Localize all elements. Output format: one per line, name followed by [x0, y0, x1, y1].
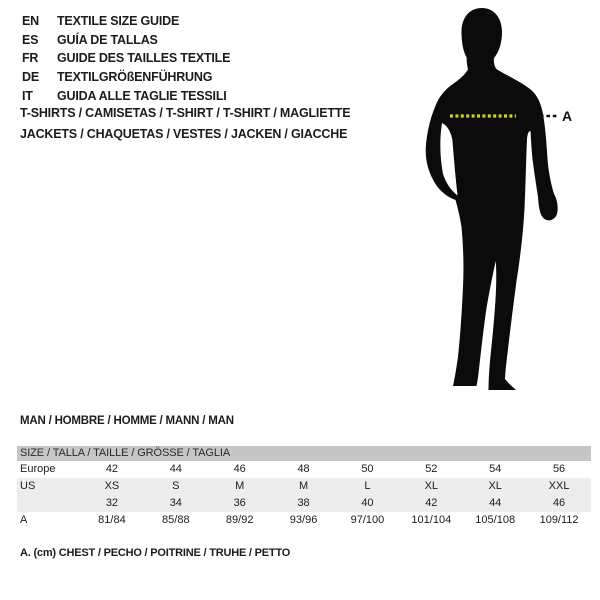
language-label: TEXTILE SIZE GUIDE — [57, 14, 180, 29]
language-row-es — [22, 31, 230, 50]
table-cell: 89/92 — [225, 514, 254, 526]
table-cell: 44 — [489, 497, 502, 509]
table-row-chest-cm — [17, 512, 591, 529]
row-label: Europe — [20, 463, 56, 475]
language-label: GUIDA ALLE TAGLIE TESSILI — [57, 88, 227, 103]
table-row-us-numeric — [17, 495, 591, 512]
table-cell: 109/112 — [539, 514, 579, 526]
table-cell: 97/100 — [350, 514, 385, 526]
table-cell: 42 — [425, 497, 438, 509]
measure-label-a: A — [562, 108, 573, 124]
table-cell: 40 — [361, 497, 374, 509]
table-cell: 34 — [169, 497, 182, 509]
table-cell: 32 — [105, 497, 119, 509]
table-cell: XXL — [548, 480, 570, 492]
table-cell: M — [298, 480, 309, 492]
table-cell: 101/104 — [411, 514, 452, 526]
category-line-jackets: JACKETS / CHAQUETAS / VESTES / JACKEN / GIACCHE — [20, 127, 348, 141]
language-label: TEXTILGRÖßENFÜHRUNG — [57, 70, 213, 85]
category-line-tshirts: T-SHIRTS / CAMISETAS / T-SHIRT / T-SHIRT / MAGLIETTE — [20, 106, 351, 120]
table-cell: XS — [104, 480, 120, 492]
table-row-europe — [17, 461, 591, 478]
section-title-man: MAN / HOMBRE / HOMME / MANN / MAN — [20, 415, 234, 427]
table-cell: 44 — [169, 463, 182, 475]
row-label: A — [20, 514, 28, 526]
table-cell: 46 — [552, 497, 566, 509]
man-silhouette-figure — [400, 0, 600, 400]
size-table-header: SIZE / TALLA / TAILLE / GRÖSSE / TAGLIA — [17, 446, 591, 461]
language-code: DE — [22, 70, 39, 85]
language-row-en — [22, 12, 230, 31]
table-cell: S — [172, 480, 180, 492]
man-silhouette — [426, 8, 558, 390]
table-cell: XL — [488, 480, 502, 492]
table-cell: 81/84 — [98, 514, 126, 526]
language-row-fr — [22, 49, 230, 68]
language-list — [22, 12, 230, 105]
language-code: IT — [22, 88, 33, 103]
language-label: GUIDE DES TAILLES TEXTILE — [57, 51, 231, 66]
table-cell: 48 — [297, 463, 310, 475]
table-shaded-band — [17, 478, 591, 512]
category-lines — [20, 103, 350, 145]
row-label: US — [20, 480, 36, 492]
row-label — [17, 495, 80, 512]
language-code: FR — [22, 51, 39, 66]
table-cell: 54 — [489, 463, 502, 475]
language-code: ES — [22, 32, 39, 47]
table-cell: 52 — [425, 463, 438, 475]
language-code: EN — [22, 14, 39, 29]
table-cell: 38 — [297, 497, 310, 509]
table-cell: 50 — [361, 463, 374, 475]
table-cell: 85/88 — [162, 514, 190, 526]
table-cell: 36 — [233, 497, 246, 509]
table-cell: 105/108 — [475, 514, 516, 526]
table-cell: 46 — [233, 463, 246, 475]
language-label: GUÍA DE TALLAS — [57, 32, 158, 47]
table-cell: 56 — [552, 463, 566, 475]
measurement-footnote: A. (cm) CHEST / PECHO / POITRINE / TRUHE / PETTO — [20, 547, 291, 559]
table-row-us — [17, 478, 591, 495]
table-cell: L — [364, 480, 371, 492]
table-cell: M — [235, 480, 245, 492]
language-row-de — [22, 68, 230, 87]
table-cell: 93/96 — [289, 514, 318, 526]
table-cell: 42 — [105, 463, 119, 475]
table-cell: XL — [424, 480, 439, 492]
size-table — [17, 446, 591, 529]
